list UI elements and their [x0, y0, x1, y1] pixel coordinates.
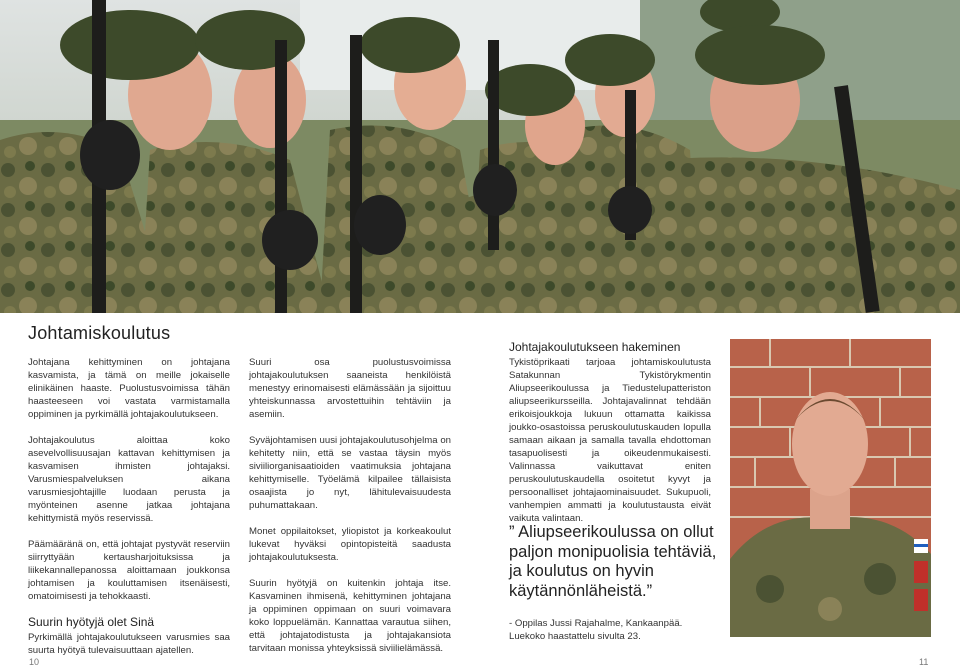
paragraph: Syväjohtamisen uusi johtajakoulutusohjelma on kehitetty niin, että se vastaa täysin myös siviiliorganisaatioiden vaatimuksia johtajana kehittymiselle. Työelämä kilpailee tällaisista osaajista jo nyt, lähitulevaisuudesta puhumattakaan. — [249, 435, 451, 511]
paragraph: Suurin hyötyjä on kuitenkin johtaja itse. Kasvaminen ihmisenä, kehittyminen johtajana ja oppiminen oppimaan on suuri voimavara koko loppuelämän. Kannattaa varautua siihen, että johtajatodistusta ja johtajakansiota tarvitaan monissa yhteyksissä siviilielämässä. — [249, 578, 451, 654]
paragraph: Johtajana kehittyminen on johtajana kasvamista, ja tämä on meille jokaiselle elinikäinen haaste. Puolustusvoimissa tähän haasteeseen voi vastata varmistamalla oppiminen ja pyrkimällä johtajakoulutukseen. — [28, 357, 230, 420]
page-number-left: 10 — [29, 657, 40, 667]
paragraph: Pyrkimällä johtajakoulutukseen varusmies saa suurta hyötyä tulevaisuuttaan ajatellen. — [28, 632, 230, 656]
middle-column — [249, 356, 451, 668]
soldiers-photo — [0, 0, 960, 313]
pull-quote: ” Aliupseerikoulussa on ollut paljon monipuolisia tehtäviä, ja koulutus on hyvin käytännönläheistä.” — [509, 523, 717, 600]
page-number-right: 11 — [919, 657, 929, 667]
page-title: Johtamiskoulutus — [28, 323, 171, 343]
right-column — [509, 356, 711, 538]
paragraph: Johtajakoulutus aloittaa koko asevelvollisuusajan kattavan kehittymisen ja kasvamisen ihmisten johtajaksi. Varusmiespalveluksen aikana varusmiesjohtajille luodaan perusta ja myönteinen asenne jatkaa johtajana kehittymistä myös reservissä. — [28, 435, 230, 524]
quote-attribution: - Oppilas Jussi Rajahalme, Kankaanpää. Luekoko haastattelu sivulta 23. — [509, 618, 683, 642]
paragraph: Suuri osa puolustusvoimissa johtajakoulutuksen saaneista henkilöistä menestyy erinomaisesti elämässään ja sijoittuu yhteiskunnassa arvostettuihin tehtäviin ja asemiin. — [249, 357, 451, 420]
subheading: Suurin hyötyjä olet Sinä — [28, 615, 155, 629]
paragraph: Monet oppilaitokset, yliopistot ja korkeakoulut lukevat hyväksi opintopisteitä saadusta johtajakoulutuksesta. — [249, 526, 451, 563]
paragraph: Päämääränä on, että johtajat pystyvät reserviin siirryttyään kertausharjoituksissa ja liikekannallepanossa aloittamaan joukkonsa johtamisen ja kouluttamisen itsenäisesti, omatoimisesti ja tehokkaasti. — [28, 539, 230, 602]
section-heading: Johtajakoulutukseen hakeminen — [509, 340, 681, 354]
portrait-photo — [730, 339, 931, 637]
left-column — [28, 356, 230, 670]
paragraph: Tykistöprikaati tarjoaa johtamiskoulutusta Satakunnan Tykistörykmentin Aliupseerikoulussa ja Tiedustelupatteriston aliupseerikursseilla. Johtajavalinnat tehdään erikoisjoukkoja lukuun ottamatta kaikissa joukko-osastoissa peruskoulutuskauden lopulla samaan aikaan ja samalla tavalla ehdottoman tasapuolisesti ja oikeudenmukaisesti. Valinnassa vaikuttavat eniten peruskoulutuskaudella osoitetut kyvyt ja persoonalliset johtajaominaisuudet. Sukupuoli, vanhempien ammatti ja koulutustausta eivät vaikuta valintaan. — [509, 357, 711, 524]
